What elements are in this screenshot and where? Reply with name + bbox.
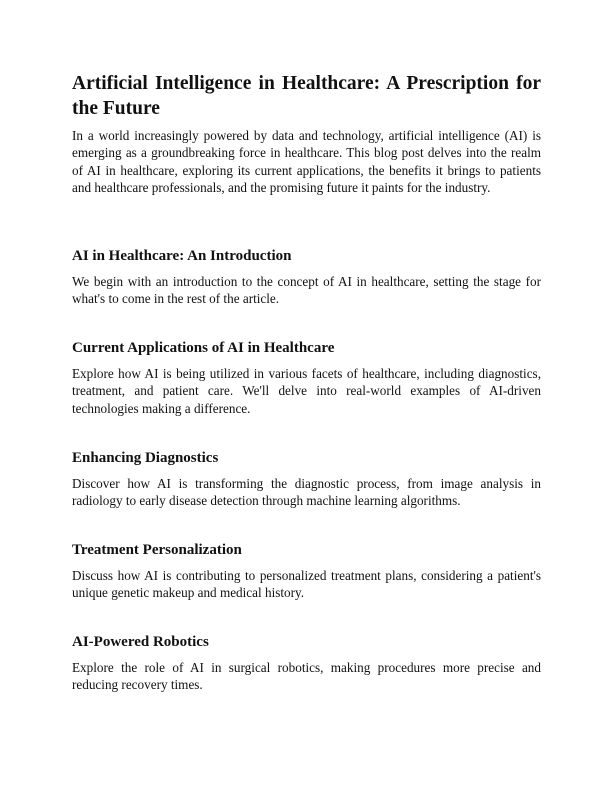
section-heading-introduction: AI in Healthcare: An Introduction [72, 248, 292, 264]
document-title: Artificial Intelligence in Healthcare: A Prescription for the Future [72, 73, 541, 119]
section-body-current-applications: Explore how AI is being utilized in various facets of healthcare, including diagnostics, treatment, and patient care. We'll delve into real-world examples of AI-driven technologies making a difference. [72, 366, 541, 416]
section-heading-ai-powered-robotics: AI-Powered Robotics [72, 634, 209, 650]
section-heading-enhancing-diagnostics: Enhancing Diagnostics [72, 450, 219, 466]
section-body-introduction: We begin with an introduction to the concept of AI in healthcare, setting the stage for what's to come in the rest of the article. [72, 274, 541, 307]
section-body-enhancing-diagnostics: Discover how AI is transforming the diagnostic process, from image analysis in radiology to early disease detection through machine learning algorithms. [72, 476, 541, 509]
section-heading-treatment-personalization: Treatment Personalization [72, 542, 242, 558]
section-body-ai-powered-robotics: Explore the role of AI in surgical robotics, making procedures more precise and reducing recovery times. [72, 660, 541, 693]
section-heading-current-applications: Current Applications of AI in Healthcare [72, 340, 335, 356]
section-body-treatment-personalization: Discuss how AI is contributing to personalized treatment plans, considering a patient's unique genetic makeup and medical history. [72, 568, 541, 601]
intro-paragraph: In a world increasingly powered by data and technology, artificial intelligence (AI) is emerging as a groundbreaking force in healthcare. This blog post delves into the realm of AI in healthcare, exploring its current applications, the benefits it brings to patients and healthcare professionals, and the promising future it paints for the industry. [72, 128, 541, 196]
